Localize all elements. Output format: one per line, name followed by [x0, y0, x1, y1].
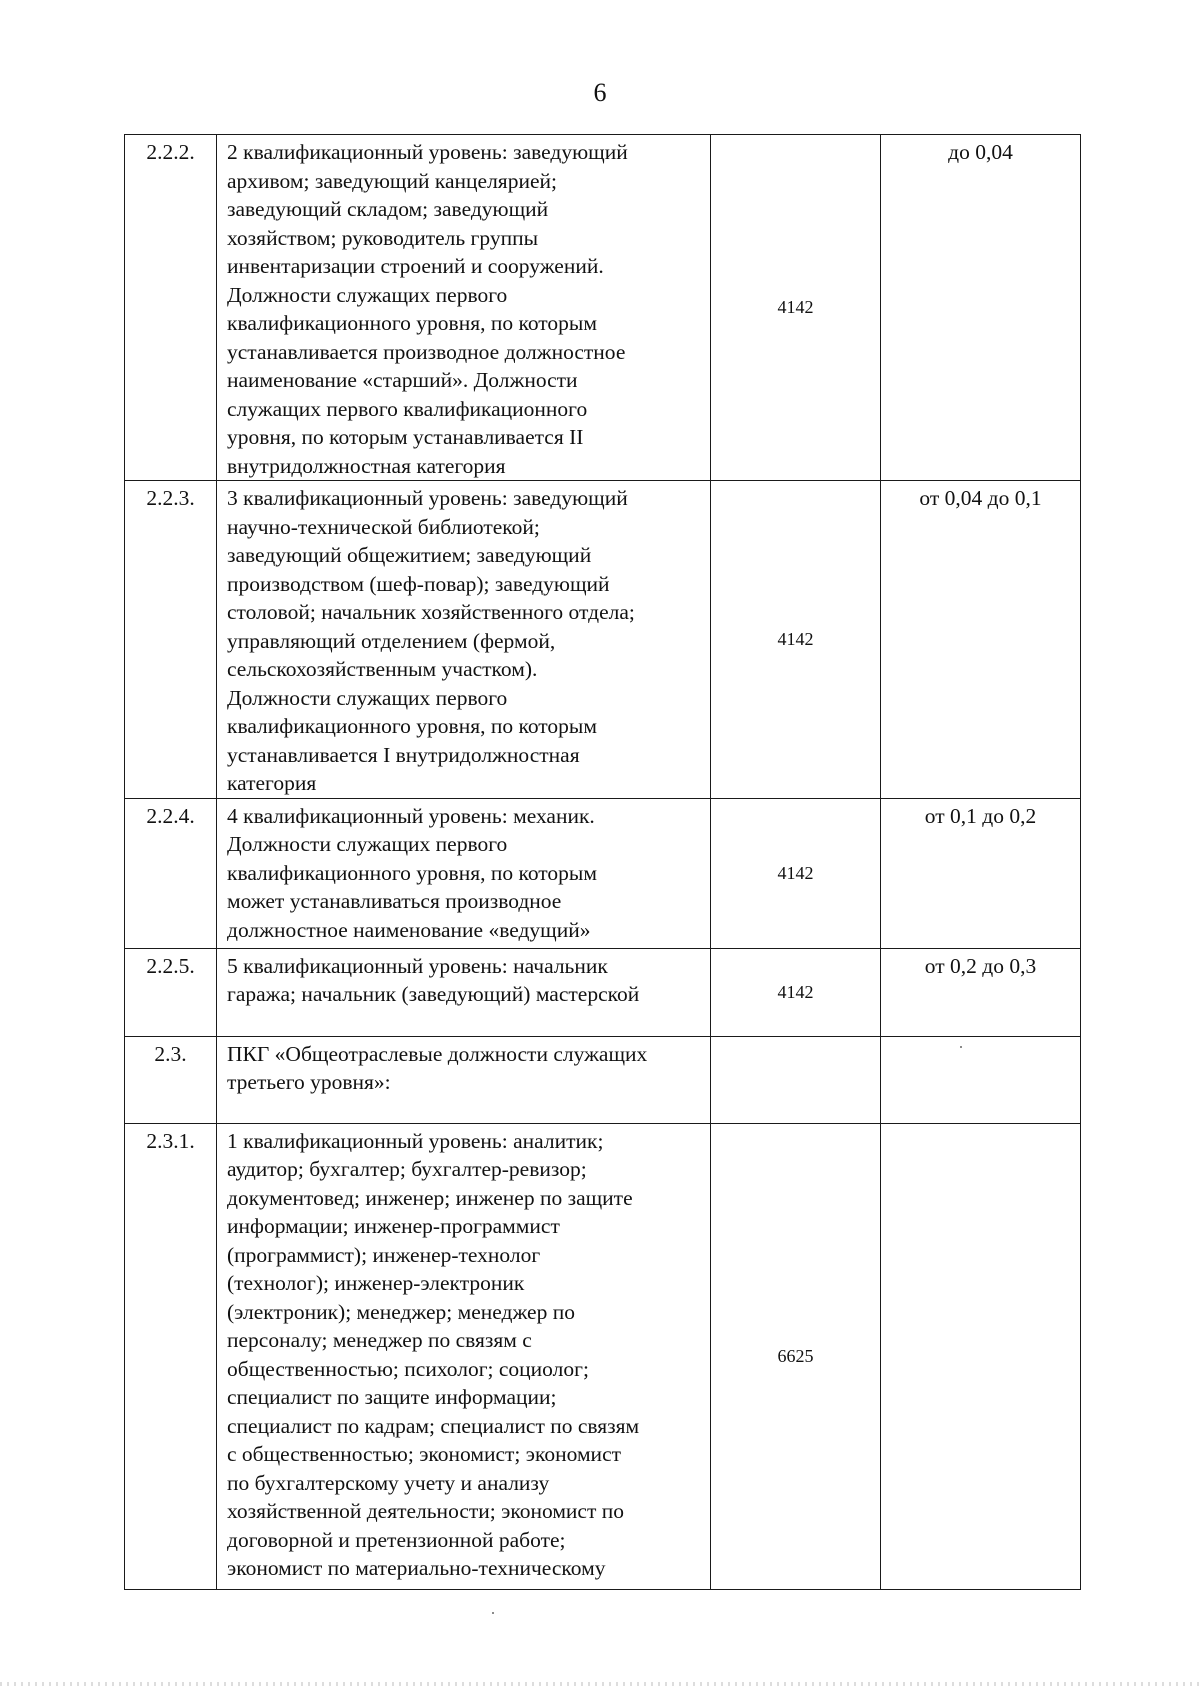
table-row	[125, 481, 1081, 799]
coefficient: от 0,2 до 0,3	[881, 948, 1081, 1036]
table-row	[125, 135, 1081, 481]
base-salary-code: 6625	[711, 1123, 881, 1589]
position-description: 4 квалификационный уровень: механик. Должности служащих первого квалификационного уровня, по которым может устанавливаться производное должностное наименование «ведущий»	[217, 798, 711, 948]
row-number: 2.3.1.	[125, 1123, 217, 1589]
base-salary-code	[711, 1036, 881, 1123]
table-row	[125, 798, 1081, 948]
row-number: 2.3.	[125, 1036, 217, 1123]
position-description: ПКГ «Общеотраслевые должности служащих третьего уровня»:	[217, 1036, 711, 1123]
coefficient: до 0,04	[881, 135, 1081, 481]
row-number: 2.2.5.	[125, 948, 217, 1036]
scan-noise-strip	[0, 1682, 1200, 1686]
base-salary-code: 4142	[711, 948, 881, 1036]
table-row	[125, 1036, 1081, 1123]
coefficient: от 0,04 до 0,1	[881, 481, 1081, 799]
position-description: 2 квалификационный уровень: заведующий архивом; заведующий канцелярией; заведующий складом; заведующий хозяйством; руководитель группы инвентаризации строений и сооружений. Должности служащих первого квалификационного уровня, по которым устанавливается производное должностное наименование «старший». Должности служащих первого квалификационного уровня, по которым устанавливается II внутридолжностная категория	[217, 135, 711, 481]
base-salary-code: 4142	[711, 798, 881, 948]
coefficient	[881, 1036, 1081, 1123]
position-description: 1 квалификационный уровень: аналитик; аудитор; бухгалтер; бухгалтер-ревизор; документовед; инженер; инженер по защите информации; инженер-программист (программист); инженер-технолог (технолог); инженер-электроник (электроник); менеджер; менеджер по персоналу; менеджер по связям с общественностью; психолог; социолог; специалист по защите информации; специалист по кадрам; специалист по связям с общественностью; экономист; экономист по бухгалтерскому учету и анализу хозяйственной деятельности; экономист по договорной и претензионной работе; экономист по материально-техническому	[217, 1123, 711, 1589]
scan-speck	[960, 1046, 962, 1048]
table-row	[125, 1123, 1081, 1589]
coefficient: от 0,1 до 0,2	[881, 798, 1081, 948]
scan-speck	[492, 1612, 494, 1614]
page-number: 6	[593, 78, 607, 107]
row-number: 2.2.3.	[125, 481, 217, 799]
row-number: 2.2.2.	[125, 135, 217, 481]
position-description: 5 квалификационный уровень: начальник гаража; начальник (заведующий) мастерской	[217, 948, 711, 1036]
positions-table	[124, 134, 1081, 1590]
base-salary-code: 4142	[711, 481, 881, 799]
position-description: 3 квалификационный уровень: заведующий научно-технической библиотекой; заведующий общежитием; заведующий производством (шеф-повар); заведующий столовой; начальник хозяйственного отдела; управляющий отделением (фермой, сельскохозяйственным участком). Должности служащих первого квалификационного уровня, по которым устанавливается I внутридолжностная категория	[217, 481, 711, 799]
base-salary-code: 4142	[711, 135, 881, 481]
coefficient	[881, 1123, 1081, 1589]
table-row	[125, 948, 1081, 1036]
row-number: 2.2.4.	[125, 798, 217, 948]
